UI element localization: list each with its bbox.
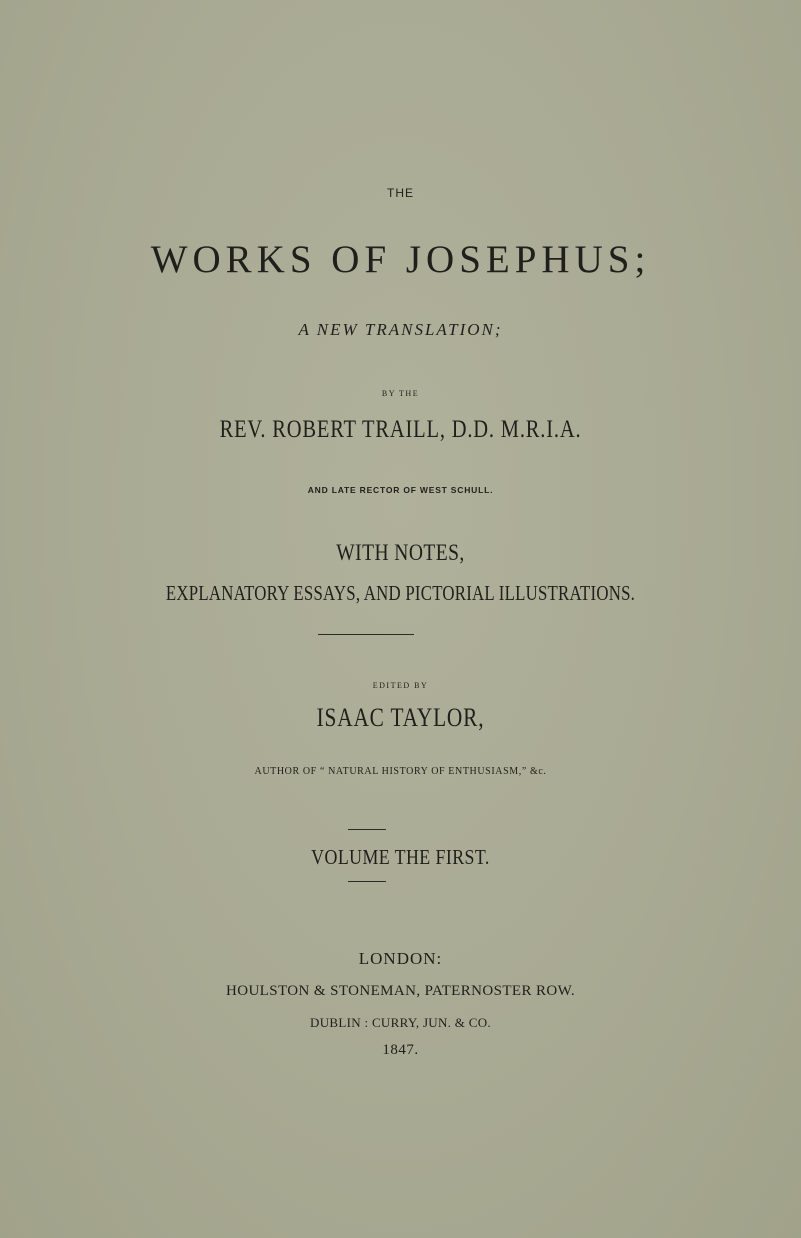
imprint-place: LONDON:: [358, 949, 443, 968]
divider-rule: [348, 881, 386, 882]
by-the-label: BY THE: [381, 389, 420, 398]
with-notes-line: WITH NOTES,: [336, 540, 465, 565]
heading-the: THE: [387, 186, 414, 200]
book-title: WORKS OF JOSEPHUS;: [150, 238, 651, 281]
author-role: AND LATE RECTOR OF WEST SCHULL.: [307, 485, 494, 495]
book-subtitle: A NEW TRANSLATION;: [298, 320, 503, 339]
editor-role: AUTHOR OF “ NATURAL HISTORY OF ENTHUSIASM,” &c.: [254, 766, 547, 777]
edited-by-label: EDITED BY: [372, 681, 429, 690]
imprint-publisher: HOULSTON & STONEMAN, PATERNOSTER ROW.: [225, 983, 575, 999]
imprint-co-publisher: DUBLIN : CURRY, JUN. & CO.: [310, 1015, 491, 1030]
divider-rule: [318, 634, 414, 635]
contents-description: EXPLANATORY ESSAYS, AND PICTORIAL ILLUSTRATIONS.: [165, 581, 636, 605]
author-name: REV. ROBERT TRAILL, D.D. M.R.I.A.: [219, 416, 582, 443]
divider-rule: [348, 829, 386, 830]
editor-name: ISAAC TAYLOR,: [316, 703, 485, 732]
imprint-year: 1847.: [382, 1042, 419, 1058]
volume-label: VOLUME THE FIRST.: [311, 845, 490, 869]
